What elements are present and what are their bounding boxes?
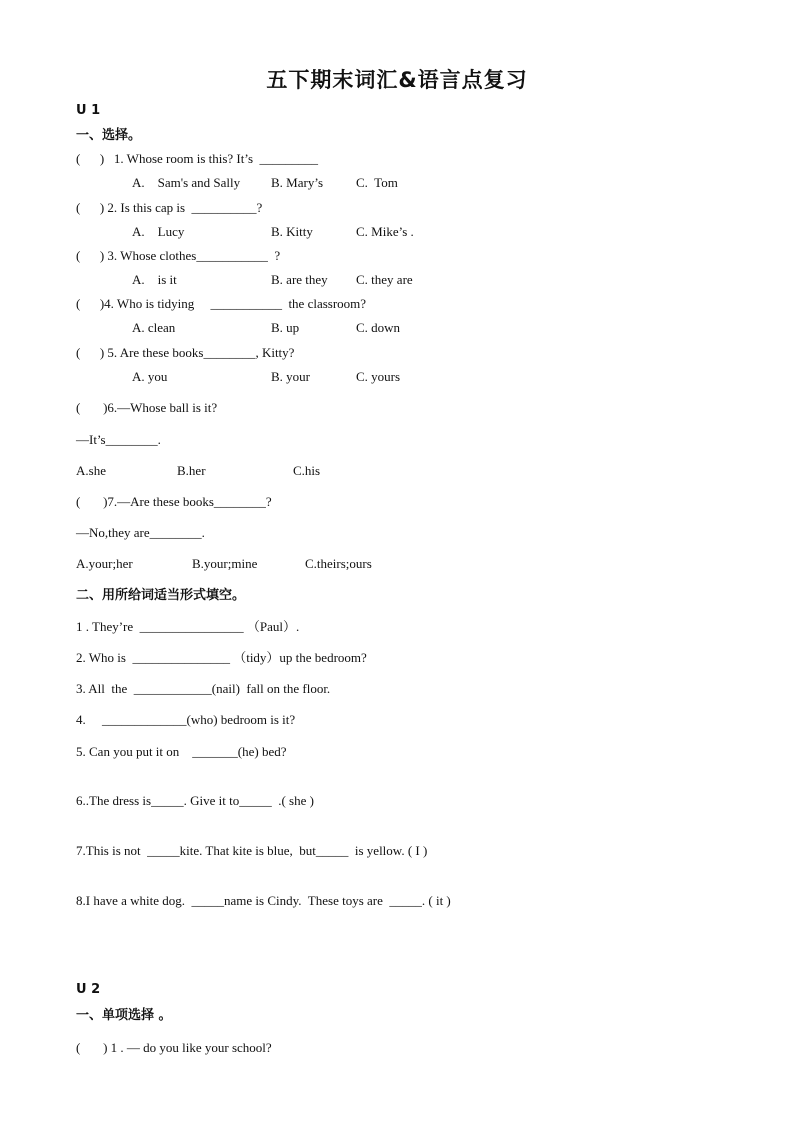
u1-section1-title: 一、选择。 [76,128,142,143]
u1-question-7: ( )7.—Are these books________? [76,494,272,509]
u1-q1-option-c: C. Tom [356,175,398,190]
u1-q3-option-a: A. is it [132,272,177,287]
u1-q1-option-b: B. Mary’s [271,175,323,190]
u1-q6-option-a: A.she [76,463,106,478]
u1-question-1: ( ) 1. Whose room is this? It’s _________ [76,151,319,166]
u1-fill-5: 5. Can you put it on _______(he) bed? [76,744,287,759]
u1-fill-8: 8.I have a white dog. _____name is Cindy. These toys are _____. ( it ) [76,893,451,908]
u1-q3-option-c: C. they are [356,272,413,287]
u1-q4-option-c: C. down [356,320,401,335]
u1-question-7-answer-line: —No,they are________. [76,525,205,540]
u1-fill-1: 1 . They’re ________________ （Paul）. [76,619,300,634]
u1-question-4: ( )4. Who is tidying ___________ the classroom? [76,296,367,311]
u1-q5-option-c: C. yours [356,369,401,384]
u2-question-1: ( ) 1 . — do you like your school? [76,1040,272,1055]
u1-q5-option-a: A. you [132,369,168,384]
u1-q6-option-c: C.his [293,463,321,478]
u1-q1-option-a: A. Sam's and Sally [132,175,241,190]
u1-q4-option-a: A. clean [132,320,176,335]
u1-q7-option-b: B.your;mine [192,556,258,571]
u1-q2-option-a: A. Lucy [132,224,185,239]
u1-question-2: ( ) 2. Is this cap is __________? [76,200,263,215]
page-title: 五下期末词汇&语言点复习 [266,68,528,92]
u1-question-5: ( ) 5. Are these books________, Kitty? [76,345,295,360]
u1-question-6: ( )6.—Whose ball is it? [76,400,218,415]
u1-q2-option-c: C. Mike’s . [356,224,414,239]
u1-fill-3: 3. All the ____________(nail) fall on the floor. [76,681,331,696]
unit2-heading: U 2 [76,982,101,997]
u1-q5-option-b: B. your [271,369,310,384]
u1-fill-2: 2. Who is _______________ （tidy）up the bedroom? [76,650,367,665]
u2-section1-title: 一、单项选择 。 [76,1008,172,1023]
u1-section2-title: 二、用所给词适当形式填空。 [76,588,246,603]
u1-question-3: ( ) 3. Whose clothes___________ ? [76,248,281,263]
u1-q2-option-b: B. Kitty [271,224,313,239]
u1-question-6-answer-line: —It’s________. [76,432,161,447]
u1-fill-7: 7.This is not _____kite. That kite is blue, but_____ is yellow. ( I ) [76,843,428,858]
u1-q4-option-b: B. up [271,320,300,335]
u1-fill-6: 6..The dress is_____. Give it to_____ .( she ) [76,793,314,808]
u1-q7-option-a: A.your;her [76,556,133,571]
u1-q6-option-b: B.her [177,463,206,478]
u1-q3-option-b: B. are they [271,272,328,287]
u1-q7-option-c: C.theirs;ours [305,556,372,571]
u1-fill-4: 4. _____________(who) bedroom is it? [76,712,296,727]
unit1-heading: U 1 [76,103,101,118]
